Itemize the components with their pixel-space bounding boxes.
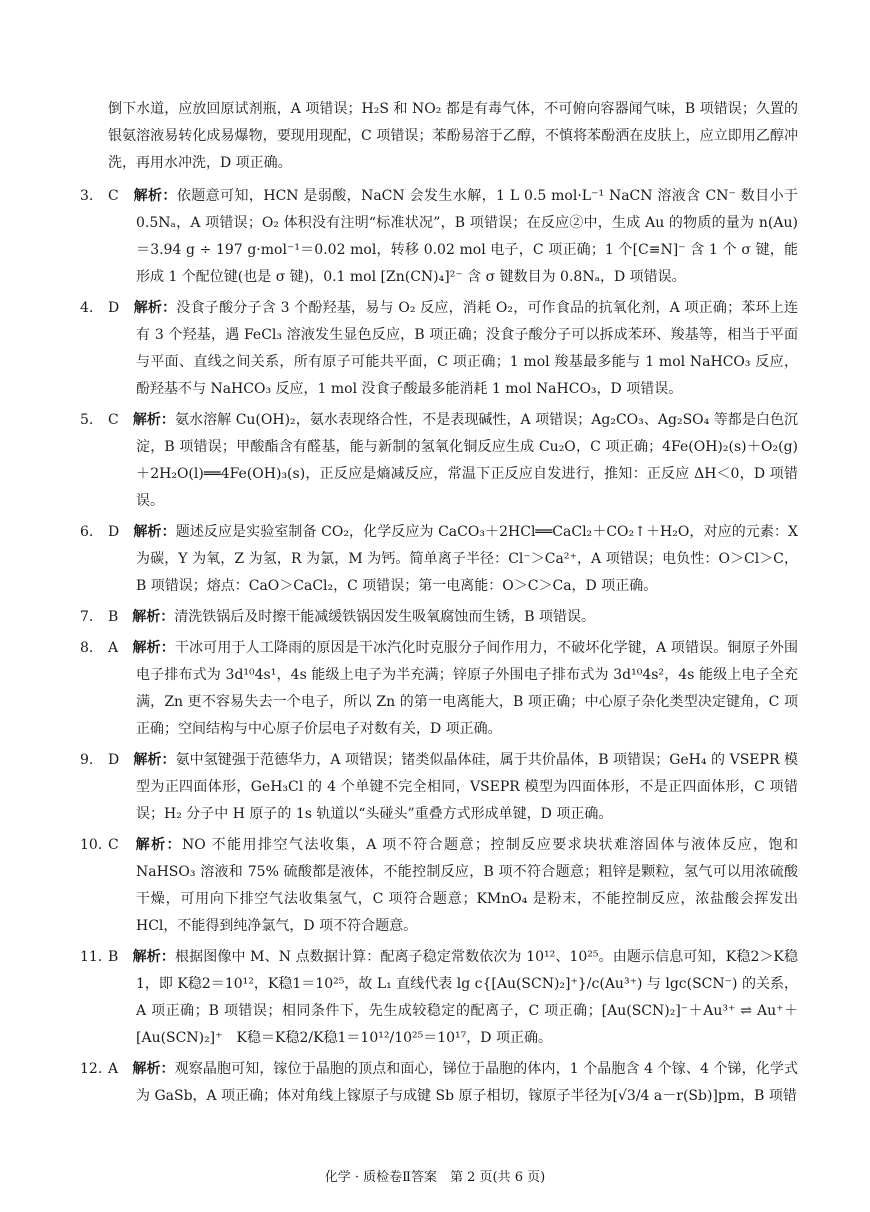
answer-letter: C — [108, 837, 119, 853]
answer-letter: B — [108, 609, 119, 625]
answer-letter: A — [108, 1061, 119, 1077]
analysis-text: 没食子酸分子含 3 个酚羟基，易与 O₂ 反应，消耗 O₂，可作食品的抗氧化剂，A 项正确；苯环上连有 3 个羟基，遇 FeCl₃ 溶液发生显色反应，B 项正确；没食子酸分子可以拆成苯环、羧基等，相当于平面与平面、直线之间关系，所有原子可能共平面，C 项正确；1 mol 羧基最多能与 1 mol NaHCO₃ 反应，酚羟基不与 NaHCO₃ 反应，1 mol 没食子酸最多能消耗 1 mol NaHCO₃，D 项错误。 — [136, 300, 799, 397]
answer-letter: D — [108, 300, 120, 316]
paragraph-continued — [108, 96, 798, 177]
answer-letter: B — [108, 949, 119, 965]
answer-item-8: 8. A 解析：干冰可用于人工降雨的原因是干冰汽化时克服分子间作用力，不破坏化学键，A 项错误。铜原子外围电子排布式为 3d¹⁰4s¹，4s 能级上电子为半充满；锌原子外围电子排布式为 3d¹⁰4s²，4s 能级上电子全充满，Zn 更不容易失去一个电子，所以 Zn 的第一电离能大，B 项正确；中心原子杂化类型决定键角，C 项正确；空间结构与中心原子价层电子对数有关，D 项正确。 — [80, 640, 799, 737]
analysis-tag: 解析： — [132, 640, 175, 656]
analysis-tag: 解析： — [132, 609, 175, 625]
analysis-text: 氨中氢键强于范德华力，A 项错误；锗类似晶体硅，属于共价晶体，B 项错误；GeH₄ 的 VSEPR 模型为正四面体形，GeH₃Cl 的 4 个单键不完全相同，VSEPR 模型为四面体形，不是正四面体形，C 项错误；H₂ 分子中 H 原子的 1s 轨道以“头碰头”重叠方式形成单键，D 项正确。 — [136, 752, 799, 822]
analysis-tag: 解析： — [133, 300, 177, 316]
answer-item-5: 5. C 解析：氨水溶解 Cu(OH)₂，氨水表现络合性，不是表现碱性，A 项错误；Ag₂CO₃、Ag₂SO₄ 等都是白色沉淀，B 项错误；甲酸酯含有醛基，能与新制的氢氧化铜反应生成 Cu₂O，C 项正确；4Fe(OH)₂(s)＋O₂(g)＋2H₂O(l)══4Fe(OH)₃(s)，正反应是熵减反应，常温下正反应自发进行，推知：正反应 ΔH＜0，D 项错误。 — [80, 412, 799, 509]
answer-item-3: 3. C 解析：依题意可知，HCN 是弱酸，NaCN 会发生水解，1 L 0.5 mol·L⁻¹ NaCN 溶液含 CN⁻ 数目小于 0.5Nₐ，A 项错误；O₂ 体积没有注明“标准状况”，B 项错误；在反应②中，生成 Au 的物质的量为 n(Au)＝3.94 g ÷ 197 g·mol⁻¹＝0.02 mol，转移 0.02 mol 电子，C 项正确；1 个[C≡N]⁻ 含 1 个 σ 键，能形成 1 个配位键(也是 σ 键)，0.1 mol [Zn(CN)₄]²⁻ 含 σ 键数目为 0.8Nₐ，D 项错误。 — [80, 188, 798, 285]
answer-letter: A — [108, 640, 119, 656]
answer-item-11: 11. B 解析：根据图像中 M、N 点数据计算：配离子稳定常数依次为 10¹²、10²⁵。由题示信息可知，K稳2＞K稳1，即 K稳2＝10¹²，K稳1＝10²⁵，故 L₁ 直线代表 lg c{[Au(SCN)₂]⁺}/c(Au³⁺) 与 lgc(SCN⁻) 的关系，A 项正确；B 项错误；相同条件下，先生成较稳定的配离子，C 项正确；[Au(SCN)₂]⁻＋Au³⁺ ⇌ Au⁺＋[Au(SCN)₂]⁺ K稳＝K稳2/K稳1＝10¹²/10²⁵＝10¹⁷，D 项正确。 — [80, 949, 799, 1046]
page-footer: 化学 · 质检卷Ⅱ答案 第 2 页(共 6 页) — [324, 1170, 546, 1185]
answer-letter: D — [108, 752, 120, 768]
answer-letter: D — [108, 524, 120, 540]
analysis-tag: 解析： — [133, 752, 176, 768]
answer-body — [80, 96, 799, 1114]
analysis-tag: 解析： — [132, 412, 175, 428]
analysis-tag: 解析： — [132, 949, 175, 965]
paragraph-text: 倒下水道，应放回原试剂瓶，A 项错误；H₂S 和 NO₂ 都是有毒气体，不可俯向容器闻气味，B 项错误；久置的银氨溶液易转化成易爆物，要现用现配，C 项错误；苯酚易溶于乙醇，不慎将苯酚洒在皮肤上，应立即用乙醇冲洗，再用水冲洗，D 项正确。 — [108, 101, 798, 171]
answer-item-10: 10. C 解析：NO 不能用排空气法收集，A 项不符合题意；控制反应要求块状难溶固体与液体反应，饱和 NaHSO₃ 溶液和 75% 硫酸都是液体，不能控制反应，B 项不符合题意；粗锌是颗粒，氢气可以用浓硫酸干燥，可用向下排空气法收集氢气，C 项符合题意；KMnO₄ 是粉末，不能控制反应，浓盐酸会挥发出 HCl，不能得到纯净氯气，D 项不符合题意。 — [80, 837, 799, 934]
analysis-tag: 解析： — [135, 837, 183, 853]
analysis-tag: 解析： — [132, 1061, 175, 1077]
analysis-tag: 解析： — [133, 524, 176, 540]
analysis-text: 氨水溶解 Cu(OH)₂，氨水表现络合性，不是表现碱性，A 项错误；Ag₂CO₃、Ag₂SO₄ 等都是白色沉淀，B 项错误；甲酸酯含有醛基，能与新制的氢氧化铜反应生成 Cu₂O，C 项正确；4Fe(OH)₂(s)＋O₂(g)＋2H₂O(l)══4Fe(OH)₃(s)，正反应是熵减反应，常温下正反应自发进行，推知：正反应 ΔH＜0，D 项错误。 — [136, 412, 799, 509]
answer-item-9: 9. D 解析：氨中氢键强于范德华力，A 项错误；锗类似晶体硅，属于共价晶体，B 项错误；GeH₄ 的 VSEPR 模型为正四面体形，GeH₃Cl 的 4 个单键不完全相同，VSEPR 模型为四面体形，不是正四面体形，C 项错误；H₂ 分子中 H 原子的 1s 轨道以“头碰头”重叠方式形成单键，D 项正确。 — [80, 752, 799, 822]
answer-item-12: 12. A 解析：观察晶胞可知，镓位于晶胞的顶点和面心，锑位于晶胞的体内，1 个晶胞含 4 个镓、4 个锑，化学式为 GaSb，A 项正确；体对角线上镓原子与成键 Sb 原子相切，镓原子半径为[√3/4 a－r(Sb)]pm，B 项错 — [80, 1061, 798, 1104]
analysis-text: 干冰可用于人工降雨的原因是干冰汽化时克服分子间作用力，不破坏化学键，A 项错误。铜原子外围电子排布式为 3d¹⁰4s¹，4s 能级上电子为半充满；锌原子外围电子排布式为 3d¹⁰4s²，4s 能级上电子全充满，Zn 更不容易失去一个电子，所以 Zn 的第一电离能大，B 项正确；中心原子杂化类型决定键角，C 项正确；空间结构与中心原子价层电子对数有关，D 项正确。 — [136, 640, 799, 737]
analysis-tag: 解析： — [133, 188, 177, 204]
analysis-text: NO 不能用排空气法收集，A 项不符合题意；控制反应要求块状难溶固体与液体反应，饱和 NaHSO₃ 溶液和 75% 硫酸都是液体，不能控制反应，B 项不符合题意；粗锌是颗粒，氢气可以用浓硫酸干燥，可用向下排空气法收集氢气，C 项符合题意；KMnO₄ 是粉末，不能控制反应，浓盐酸会挥发出 HCl，不能得到纯净氯气，D 项不符合题意。 — [136, 837, 799, 934]
analysis-text: 依题意可知，HCN 是弱酸，NaCN 会发生水解，1 L 0.5 mol·L⁻¹ NaCN 溶液含 CN⁻ 数目小于 0.5Nₐ，A 项错误；O₂ 体积没有注明“标准状况”，B 项错误；在反应②中，生成 Au 的物质的量为 n(Au)＝3.94 g ÷ 197 g·mol⁻¹＝0.02 mol，转移 0.02 mol 电子，C 项正确；1 个[C≡N]⁻ 含 1 个 σ 键，能形成 1 个配位键(也是 σ 键)，0.1 mol [Zn(CN)₄]²⁻ 含 σ 键数目为 0.8Nₐ，D 项错误。 — [136, 188, 798, 285]
answer-letter: C — [108, 188, 119, 204]
analysis-text: 观察晶胞可知，镓位于晶胞的顶点和面心，锑位于晶胞的体内，1 个晶胞含 4 个镓、4 个锑，化学式为 GaSb，A 项正确；体对角线上镓原子与成键 Sb 原子相切，镓原子半径为[√3/4 a－r(Sb)]pm，B 项错 — [136, 1061, 798, 1104]
answer-item-4: 4. D 解析：没食子酸分子含 3 个酚羟基，易与 O₂ 反应，消耗 O₂，可作食品的抗氧化剂，A 项正确；苯环上连有 3 个羟基，遇 FeCl₃ 溶液发生显色反应，B 项正确；没食子酸分子可以拆成苯环、羧基等，相当于平面与平面、直线之间关系，所有原子可能共平面，C 项正确；1 mol 羧基最多能与 1 mol NaHCO₃ 反应，酚羟基不与 NaHCO₃ 反应，1 mol 没食子酸最多能消耗 1 mol NaHCO₃，D 项错误。 — [80, 300, 799, 397]
analysis-text: 清洗铁锅后及时擦干能减缓铁锅因发生吸氧腐蚀而生锈，B 项错误。 — [174, 609, 596, 625]
analysis-text: 题述反应是实验室制备 CO₂，化学反应为 CaCO₃＋2HCl══CaCl₂＋CO₂↑＋H₂O，对应的元素：X 为碳，Y 为氧，Z 为氢，R 为氯，M 为钙。简单离子半径：Cl⁻＞Ca²⁺，A 项错误；电负性：O＞Cl＞C，B 项错误；熔点：CaO＞CaCl₂，C 项错误；第一电离能：O＞C＞Ca，D 项正确。 — [136, 524, 799, 594]
answer-item-6: 6. D 解析：题述反应是实验室制备 CO₂，化学反应为 CaCO₃＋2HCl══CaCl₂＋CO₂↑＋H₂O，对应的元素：X 为碳，Y 为氧，Z 为氢，R 为氯，M 为钙。简单离子半径：Cl⁻＞Ca²⁺，A 项错误；电负性：O＞Cl＞C，B 项错误；熔点：CaO＞CaCl₂，C 项错误；第一电离能：O＞C＞Ca，D 项正确。 — [80, 524, 799, 594]
answer-item-7: 7. B 解析：清洗铁锅后及时擦干能减缓铁锅因发生吸氧腐蚀而生锈，B 项错误。 — [80, 609, 596, 625]
analysis-text: 根据图像中 M、N 点数据计算：配离子稳定常数依次为 10¹²、10²⁵。由题示信息可知，K稳2＞K稳1，即 K稳2＝10¹²，K稳1＝10²⁵，故 L₁ 直线代表 lg c{[Au(SCN)₂]⁺}/c(Au³⁺) 与 lgc(SCN⁻) 的关系，A 项正确；B 项错误；相同条件下，先生成较稳定的配离子，C 项正确；[Au(SCN)₂]⁻＋Au³⁺ ⇌ Au⁺＋[Au(SCN)₂]⁺ K稳＝K稳2/K稳1＝10¹²/10²⁵＝10¹⁷，D 项正确。 — [136, 949, 799, 1046]
answer-letter: C — [108, 412, 119, 428]
